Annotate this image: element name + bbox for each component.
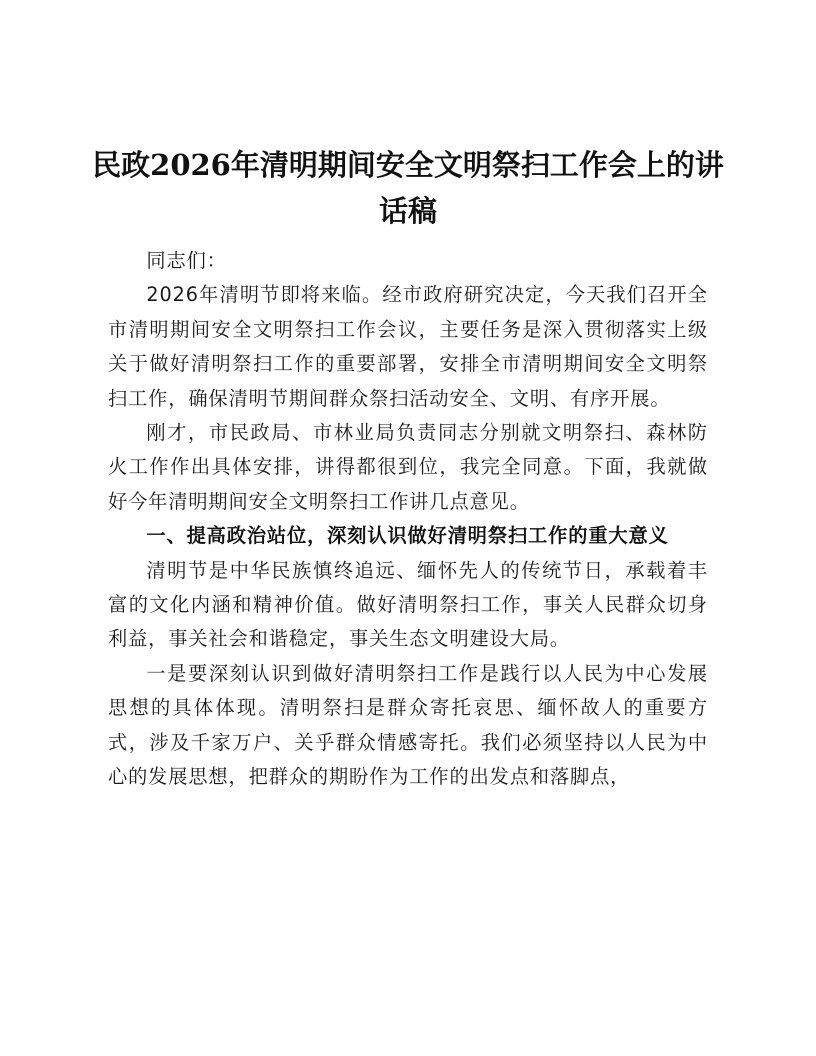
section-paragraph-1: 清明节是中华民族慎终追远、缅怀先人的传统节日，承载着丰富的文化内涵和精神价值。做好清明祭扫工作，事关人民群众切身利益，事关社会和谐稳定，事关生态文明建设大局。 — [108, 558, 708, 651]
section-heading: 一、提高政治站位，深刻认识做好清明祭扫工作的重大意义 — [146, 524, 669, 548]
paragraph-1: 2026年清明节即将来临。经市政府研究决定，今天我们召开全市清明期间安全文明祭扫工作会议，主要任务是深入贯彻落实上级关于做好清明祭扫工作的重要部署，安排全市清明期间安全文明祭扫工作，确保清明节期间群众祭扫活动安全、文明、有序开展。 — [108, 283, 708, 410]
document-body — [108, 244, 708, 795]
document-title: 民政2026年清明期间安全文明祭扫工作会上的讲话稿 — [92, 148, 724, 228]
section-paragraph-2: 一是要深刻认识到做好清明祭扫工作是践行以人民为中心发展思想的具体体现。清明祭扫是群众寄托哀思、缅怀故人的重要方式，涉及千家万户、关乎群众情感寄托。我们必须坚持以人民为中心的发展思想，把群众的期盼作为工作的出发点和落脚点， — [108, 661, 708, 789]
paragraph-2: 刚才，市民政局、市林业局负责同志分别就文明祭扫、森林防火工作作出具体安排，讲得都很到位，我完全同意。下面，我就做好今年清明期间安全文明祭扫工作讲几点意见。 — [108, 421, 708, 513]
salutation: 同志们： — [146, 249, 227, 272]
